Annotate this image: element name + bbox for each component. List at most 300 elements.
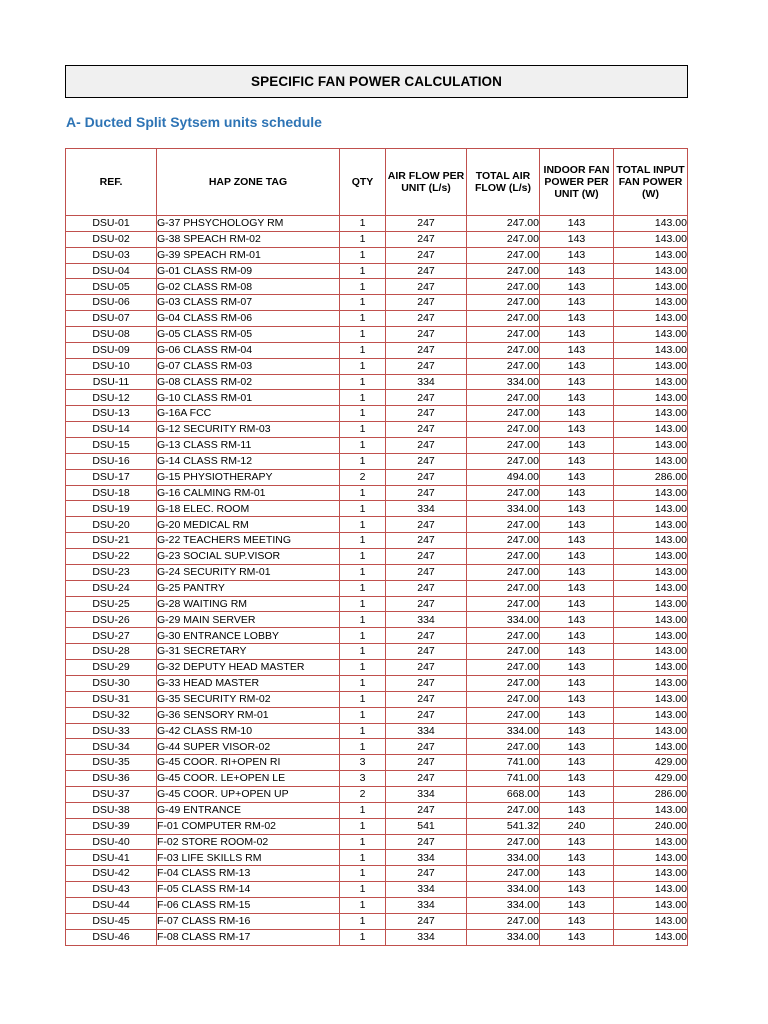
cell-qty: 1 xyxy=(340,517,386,533)
cell-fan-power-unit: 143 xyxy=(540,564,614,580)
cell-fan-power-unit: 143 xyxy=(540,342,614,358)
cell-total-fan-power: 429.00 xyxy=(614,755,688,771)
cell-total-airflow: 247.00 xyxy=(467,438,540,454)
cell-airflow-unit: 247 xyxy=(386,453,467,469)
cell-qty: 1 xyxy=(340,739,386,755)
cell-fan-power-unit: 143 xyxy=(540,596,614,612)
cell-fan-power-unit: 143 xyxy=(540,485,614,501)
column-header-fan-power-unit: INDOOR FAN POWER PER UNIT (W) xyxy=(540,149,614,216)
cell-total-airflow: 334.00 xyxy=(467,929,540,945)
cell-airflow-unit: 247 xyxy=(386,628,467,644)
cell-fan-power-unit: 143 xyxy=(540,771,614,787)
table-row xyxy=(66,263,688,279)
cell-total-fan-power: 143.00 xyxy=(614,612,688,628)
cell-airflow-unit: 247 xyxy=(386,358,467,374)
cell-zone: G-45 COOR. LE+OPEN LE xyxy=(157,771,340,787)
cell-total-airflow: 247.00 xyxy=(467,263,540,279)
cell-zone: G-16 CALMING RM-01 xyxy=(157,485,340,501)
cell-ref: DSU-26 xyxy=(66,612,157,628)
cell-fan-power-unit: 143 xyxy=(540,390,614,406)
cell-total-airflow: 247.00 xyxy=(467,295,540,311)
table-row xyxy=(66,216,688,232)
cell-total-airflow: 494.00 xyxy=(467,469,540,485)
cell-airflow-unit: 247 xyxy=(386,739,467,755)
cell-total-airflow: 247.00 xyxy=(467,517,540,533)
cell-qty: 1 xyxy=(340,866,386,882)
cell-total-airflow: 247.00 xyxy=(467,342,540,358)
cell-ref: DSU-23 xyxy=(66,564,157,580)
cell-ref: DSU-40 xyxy=(66,834,157,850)
cell-airflow-unit: 247 xyxy=(386,311,467,327)
cell-total-fan-power: 143.00 xyxy=(614,897,688,913)
cell-airflow-unit: 247 xyxy=(386,580,467,596)
cell-airflow-unit: 247 xyxy=(386,438,467,454)
cell-zone: G-29 MAIN SERVER xyxy=(157,612,340,628)
cell-total-fan-power: 143.00 xyxy=(614,247,688,263)
cell-airflow-unit: 334 xyxy=(386,501,467,517)
cell-total-fan-power: 143.00 xyxy=(614,644,688,660)
cell-total-fan-power: 143.00 xyxy=(614,533,688,549)
cell-qty: 1 xyxy=(340,231,386,247)
cell-airflow-unit: 247 xyxy=(386,216,467,232)
cell-ref: DSU-20 xyxy=(66,517,157,533)
cell-total-airflow: 247.00 xyxy=(467,866,540,882)
cell-zone: G-07 CLASS RM-03 xyxy=(157,358,340,374)
cell-total-airflow: 334.00 xyxy=(467,723,540,739)
cell-zone: G-35 SECURITY RM-02 xyxy=(157,691,340,707)
cell-zone: G-14 CLASS RM-12 xyxy=(157,453,340,469)
cell-ref: DSU-33 xyxy=(66,723,157,739)
cell-fan-power-unit: 143 xyxy=(540,897,614,913)
table-row xyxy=(66,517,688,533)
cell-fan-power-unit: 143 xyxy=(540,438,614,454)
cell-zone: G-18 ELEC. ROOM xyxy=(157,501,340,517)
cell-qty: 2 xyxy=(340,469,386,485)
cell-total-airflow: 247.00 xyxy=(467,358,540,374)
cell-total-fan-power: 143.00 xyxy=(614,438,688,454)
cell-ref: DSU-39 xyxy=(66,818,157,834)
table-row xyxy=(66,882,688,898)
cell-airflow-unit: 247 xyxy=(386,533,467,549)
cell-airflow-unit: 334 xyxy=(386,374,467,390)
cell-airflow-unit: 247 xyxy=(386,771,467,787)
cell-ref: DSU-41 xyxy=(66,850,157,866)
cell-total-airflow: 668.00 xyxy=(467,786,540,802)
cell-qty: 1 xyxy=(340,247,386,263)
cell-fan-power-unit: 143 xyxy=(540,882,614,898)
table-row xyxy=(66,327,688,343)
table-row xyxy=(66,453,688,469)
cell-total-airflow: 247.00 xyxy=(467,834,540,850)
cell-total-airflow: 247.00 xyxy=(467,216,540,232)
cell-airflow-unit: 247 xyxy=(386,707,467,723)
cell-total-airflow: 541.32 xyxy=(467,818,540,834)
cell-total-fan-power: 143.00 xyxy=(614,263,688,279)
cell-ref: DSU-10 xyxy=(66,358,157,374)
cell-ref: DSU-08 xyxy=(66,327,157,343)
cell-qty: 1 xyxy=(340,644,386,660)
cell-fan-power-unit: 143 xyxy=(540,295,614,311)
cell-airflow-unit: 334 xyxy=(386,897,467,913)
table-row xyxy=(66,834,688,850)
cell-airflow-unit: 247 xyxy=(386,342,467,358)
cell-total-airflow: 247.00 xyxy=(467,802,540,818)
cell-ref: DSU-46 xyxy=(66,929,157,945)
cell-airflow-unit: 247 xyxy=(386,279,467,295)
cell-fan-power-unit: 143 xyxy=(540,723,614,739)
cell-qty: 1 xyxy=(340,390,386,406)
cell-total-fan-power: 143.00 xyxy=(614,802,688,818)
cell-qty: 1 xyxy=(340,596,386,612)
cell-qty: 1 xyxy=(340,453,386,469)
cell-airflow-unit: 247 xyxy=(386,834,467,850)
table-row xyxy=(66,406,688,422)
cell-zone: G-16A FCC xyxy=(157,406,340,422)
cell-qty: 1 xyxy=(340,723,386,739)
cell-total-fan-power: 143.00 xyxy=(614,517,688,533)
cell-total-fan-power: 143.00 xyxy=(614,279,688,295)
cell-qty: 1 xyxy=(340,564,386,580)
table-row xyxy=(66,549,688,565)
cell-zone: G-03 CLASS RM-07 xyxy=(157,295,340,311)
cell-fan-power-unit: 143 xyxy=(540,644,614,660)
cell-total-airflow: 247.00 xyxy=(467,390,540,406)
table-row xyxy=(66,311,688,327)
cell-fan-power-unit: 143 xyxy=(540,580,614,596)
cell-zone: G-06 CLASS RM-04 xyxy=(157,342,340,358)
cell-ref: DSU-31 xyxy=(66,691,157,707)
cell-airflow-unit: 247 xyxy=(386,247,467,263)
cell-qty: 1 xyxy=(340,612,386,628)
cell-fan-power-unit: 143 xyxy=(540,279,614,295)
cell-ref: DSU-09 xyxy=(66,342,157,358)
cell-qty: 1 xyxy=(340,660,386,676)
cell-total-airflow: 247.00 xyxy=(467,644,540,660)
cell-total-airflow: 247.00 xyxy=(467,564,540,580)
cell-total-fan-power: 143.00 xyxy=(614,723,688,739)
cell-qty: 1 xyxy=(340,675,386,691)
cell-zone: G-45 COOR. UP+OPEN UP xyxy=(157,786,340,802)
cell-fan-power-unit: 143 xyxy=(540,786,614,802)
table-row xyxy=(66,929,688,945)
cell-airflow-unit: 334 xyxy=(386,786,467,802)
cell-qty: 1 xyxy=(340,342,386,358)
cell-zone: F-02 STORE ROOM-02 xyxy=(157,834,340,850)
cell-ref: DSU-13 xyxy=(66,406,157,422)
cell-total-airflow: 334.00 xyxy=(467,501,540,517)
cell-total-fan-power: 143.00 xyxy=(614,231,688,247)
cell-fan-power-unit: 143 xyxy=(540,216,614,232)
cell-ref: DSU-04 xyxy=(66,263,157,279)
cell-total-airflow: 334.00 xyxy=(467,882,540,898)
cell-zone: G-23 SOCIAL SUP.VISOR xyxy=(157,549,340,565)
cell-zone: F-05 CLASS RM-14 xyxy=(157,882,340,898)
table-body xyxy=(66,216,688,946)
document-title xyxy=(65,65,688,98)
cell-zone: G-37 PHSYCHOLOGY RM xyxy=(157,216,340,232)
table-row xyxy=(66,469,688,485)
cell-airflow-unit: 247 xyxy=(386,406,467,422)
cell-zone: G-10 CLASS RM-01 xyxy=(157,390,340,406)
cell-airflow-unit: 247 xyxy=(386,469,467,485)
table-row xyxy=(66,850,688,866)
cell-zone: G-01 CLASS RM-09 xyxy=(157,263,340,279)
cell-ref: DSU-24 xyxy=(66,580,157,596)
cell-total-fan-power: 143.00 xyxy=(614,390,688,406)
table-row xyxy=(66,580,688,596)
cell-qty: 1 xyxy=(340,691,386,707)
cell-airflow-unit: 334 xyxy=(386,723,467,739)
cell-total-airflow: 247.00 xyxy=(467,485,540,501)
cell-zone: G-39 SPEACH RM-01 xyxy=(157,247,340,263)
cell-fan-power-unit: 143 xyxy=(540,612,614,628)
cell-ref: DSU-42 xyxy=(66,866,157,882)
table-row xyxy=(66,866,688,882)
cell-total-fan-power: 143.00 xyxy=(614,311,688,327)
cell-total-airflow: 334.00 xyxy=(467,374,540,390)
cell-total-fan-power: 143.00 xyxy=(614,739,688,755)
column-header-zone: HAP ZONE TAG xyxy=(157,149,340,216)
cell-total-airflow: 247.00 xyxy=(467,628,540,644)
cell-total-airflow: 247.00 xyxy=(467,596,540,612)
cell-total-fan-power: 240.00 xyxy=(614,818,688,834)
cell-qty: 1 xyxy=(340,374,386,390)
cell-total-fan-power: 286.00 xyxy=(614,786,688,802)
cell-zone: G-31 SECRETARY xyxy=(157,644,340,660)
cell-ref: DSU-21 xyxy=(66,533,157,549)
cell-fan-power-unit: 143 xyxy=(540,834,614,850)
cell-fan-power-unit: 143 xyxy=(540,739,614,755)
table-row xyxy=(66,691,688,707)
cell-qty: 1 xyxy=(340,897,386,913)
cell-qty: 1 xyxy=(340,216,386,232)
cell-total-fan-power: 143.00 xyxy=(614,628,688,644)
cell-ref: DSU-03 xyxy=(66,247,157,263)
cell-zone: G-49 ENTRANCE xyxy=(157,802,340,818)
cell-total-airflow: 247.00 xyxy=(467,739,540,755)
cell-zone: G-02 CLASS RM-08 xyxy=(157,279,340,295)
table-row xyxy=(66,771,688,787)
table-row xyxy=(66,723,688,739)
cell-fan-power-unit: 143 xyxy=(540,802,614,818)
cell-qty: 1 xyxy=(340,913,386,929)
cell-zone: G-13 CLASS RM-11 xyxy=(157,438,340,454)
table-row xyxy=(66,231,688,247)
cell-total-airflow: 247.00 xyxy=(467,422,540,438)
cell-total-airflow: 247.00 xyxy=(467,707,540,723)
cell-ref: DSU-35 xyxy=(66,755,157,771)
cell-total-fan-power: 143.00 xyxy=(614,358,688,374)
cell-fan-power-unit: 143 xyxy=(540,406,614,422)
cell-fan-power-unit: 143 xyxy=(540,327,614,343)
cell-ref: DSU-05 xyxy=(66,279,157,295)
cell-ref: DSU-06 xyxy=(66,295,157,311)
cell-zone: G-42 CLASS RM-10 xyxy=(157,723,340,739)
table-row xyxy=(66,564,688,580)
cell-qty: 1 xyxy=(340,549,386,565)
table-row xyxy=(66,596,688,612)
cell-fan-power-unit: 143 xyxy=(540,453,614,469)
cell-airflow-unit: 247 xyxy=(386,675,467,691)
cell-ref: DSU-32 xyxy=(66,707,157,723)
cell-qty: 1 xyxy=(340,533,386,549)
cell-fan-power-unit: 240 xyxy=(540,818,614,834)
cell-total-fan-power: 143.00 xyxy=(614,913,688,929)
cell-airflow-unit: 334 xyxy=(386,612,467,628)
cell-airflow-unit: 247 xyxy=(386,755,467,771)
cell-total-airflow: 247.00 xyxy=(467,913,540,929)
cell-fan-power-unit: 143 xyxy=(540,755,614,771)
cell-zone: G-25 PANTRY xyxy=(157,580,340,596)
cell-qty: 1 xyxy=(340,818,386,834)
cell-qty: 1 xyxy=(340,327,386,343)
cell-airflow-unit: 247 xyxy=(386,517,467,533)
cell-ref: DSU-22 xyxy=(66,549,157,565)
table-row xyxy=(66,390,688,406)
cell-total-airflow: 334.00 xyxy=(467,850,540,866)
cell-total-airflow: 247.00 xyxy=(467,691,540,707)
cell-fan-power-unit: 143 xyxy=(540,374,614,390)
cell-airflow-unit: 247 xyxy=(386,802,467,818)
cell-ref: DSU-02 xyxy=(66,231,157,247)
cell-ref: DSU-17 xyxy=(66,469,157,485)
cell-total-fan-power: 143.00 xyxy=(614,929,688,945)
table-row xyxy=(66,644,688,660)
cell-total-airflow: 247.00 xyxy=(467,327,540,343)
cell-fan-power-unit: 143 xyxy=(540,517,614,533)
cell-ref: DSU-28 xyxy=(66,644,157,660)
table-row xyxy=(66,786,688,802)
cell-total-airflow: 334.00 xyxy=(467,897,540,913)
table-row xyxy=(66,913,688,929)
cell-qty: 3 xyxy=(340,771,386,787)
cell-total-fan-power: 143.00 xyxy=(614,707,688,723)
table-row xyxy=(66,739,688,755)
cell-zone: G-24 SECURITY RM-01 xyxy=(157,564,340,580)
cell-ref: DSU-38 xyxy=(66,802,157,818)
table-row xyxy=(66,358,688,374)
cell-fan-power-unit: 143 xyxy=(540,469,614,485)
cell-airflow-unit: 541 xyxy=(386,818,467,834)
cell-zone: G-30 ENTRANCE LOBBY xyxy=(157,628,340,644)
cell-zone: G-04 CLASS RM-06 xyxy=(157,311,340,327)
cell-zone: G-08 CLASS RM-02 xyxy=(157,374,340,390)
cell-zone: F-01 COMPUTER RM-02 xyxy=(157,818,340,834)
cell-zone: F-08 CLASS RM-17 xyxy=(157,929,340,945)
cell-ref: DSU-11 xyxy=(66,374,157,390)
document-title-text: SPECIFIC FAN POWER CALCULATION xyxy=(251,74,502,89)
cell-total-airflow: 741.00 xyxy=(467,771,540,787)
cell-zone: G-33 HEAD MASTER xyxy=(157,675,340,691)
cell-total-airflow: 247.00 xyxy=(467,580,540,596)
cell-ref: DSU-37 xyxy=(66,786,157,802)
cell-zone: G-38 SPEACH RM-02 xyxy=(157,231,340,247)
cell-total-fan-power: 143.00 xyxy=(614,549,688,565)
cell-airflow-unit: 247 xyxy=(386,390,467,406)
cell-qty: 1 xyxy=(340,834,386,850)
cell-qty: 1 xyxy=(340,628,386,644)
cell-zone: F-04 CLASS RM-13 xyxy=(157,866,340,882)
cell-fan-power-unit: 143 xyxy=(540,501,614,517)
table-row xyxy=(66,422,688,438)
table-header-row xyxy=(66,149,688,216)
cell-ref: DSU-30 xyxy=(66,675,157,691)
cell-fan-power-unit: 143 xyxy=(540,707,614,723)
cell-total-fan-power: 143.00 xyxy=(614,453,688,469)
column-header-total-airflow: TOTAL AIR FLOW (L/s) xyxy=(467,149,540,216)
table-row xyxy=(66,295,688,311)
cell-total-airflow: 247.00 xyxy=(467,533,540,549)
table-row xyxy=(66,660,688,676)
cell-total-fan-power: 143.00 xyxy=(614,406,688,422)
cell-qty: 1 xyxy=(340,311,386,327)
cell-qty: 1 xyxy=(340,358,386,374)
cell-qty: 1 xyxy=(340,422,386,438)
cell-ref: DSU-29 xyxy=(66,660,157,676)
cell-total-airflow: 247.00 xyxy=(467,453,540,469)
cell-total-fan-power: 143.00 xyxy=(614,485,688,501)
cell-ref: DSU-43 xyxy=(66,882,157,898)
cell-zone: F-07 CLASS RM-16 xyxy=(157,913,340,929)
cell-ref: DSU-14 xyxy=(66,422,157,438)
table-row xyxy=(66,501,688,517)
table-row xyxy=(66,247,688,263)
cell-total-fan-power: 143.00 xyxy=(614,580,688,596)
table-row xyxy=(66,818,688,834)
cell-fan-power-unit: 143 xyxy=(540,231,614,247)
cell-airflow-unit: 247 xyxy=(386,596,467,612)
cell-total-fan-power: 143.00 xyxy=(614,660,688,676)
table-row xyxy=(66,485,688,501)
cell-airflow-unit: 247 xyxy=(386,327,467,343)
cell-airflow-unit: 247 xyxy=(386,913,467,929)
cell-total-fan-power: 143.00 xyxy=(614,564,688,580)
cell-ref: DSU-01 xyxy=(66,216,157,232)
table-row xyxy=(66,533,688,549)
cell-ref: DSU-45 xyxy=(66,913,157,929)
cell-ref: DSU-34 xyxy=(66,739,157,755)
table-row xyxy=(66,342,688,358)
cell-qty: 1 xyxy=(340,501,386,517)
table-row xyxy=(66,612,688,628)
cell-qty: 1 xyxy=(340,295,386,311)
cell-qty: 1 xyxy=(340,580,386,596)
cell-total-fan-power: 143.00 xyxy=(614,422,688,438)
cell-total-fan-power: 143.00 xyxy=(614,834,688,850)
cell-qty: 1 xyxy=(340,406,386,422)
cell-airflow-unit: 247 xyxy=(386,564,467,580)
cell-total-fan-power: 143.00 xyxy=(614,691,688,707)
cell-fan-power-unit: 143 xyxy=(540,660,614,676)
cell-total-fan-power: 143.00 xyxy=(614,327,688,343)
cell-total-airflow: 247.00 xyxy=(467,247,540,263)
cell-total-fan-power: 143.00 xyxy=(614,342,688,358)
cell-airflow-unit: 247 xyxy=(386,263,467,279)
cell-zone: G-05 CLASS RM-05 xyxy=(157,327,340,343)
cell-total-fan-power: 143.00 xyxy=(614,216,688,232)
cell-airflow-unit: 334 xyxy=(386,882,467,898)
cell-qty: 1 xyxy=(340,850,386,866)
cell-zone: G-44 SUPER VISOR-02 xyxy=(157,739,340,755)
cell-airflow-unit: 247 xyxy=(386,660,467,676)
cell-ref: DSU-16 xyxy=(66,453,157,469)
section-title: A- Ducted Split Sytsem units schedule xyxy=(66,114,322,130)
cell-airflow-unit: 247 xyxy=(386,691,467,707)
cell-ref: DSU-07 xyxy=(66,311,157,327)
table-row xyxy=(66,374,688,390)
cell-fan-power-unit: 143 xyxy=(540,866,614,882)
cell-total-airflow: 247.00 xyxy=(467,660,540,676)
